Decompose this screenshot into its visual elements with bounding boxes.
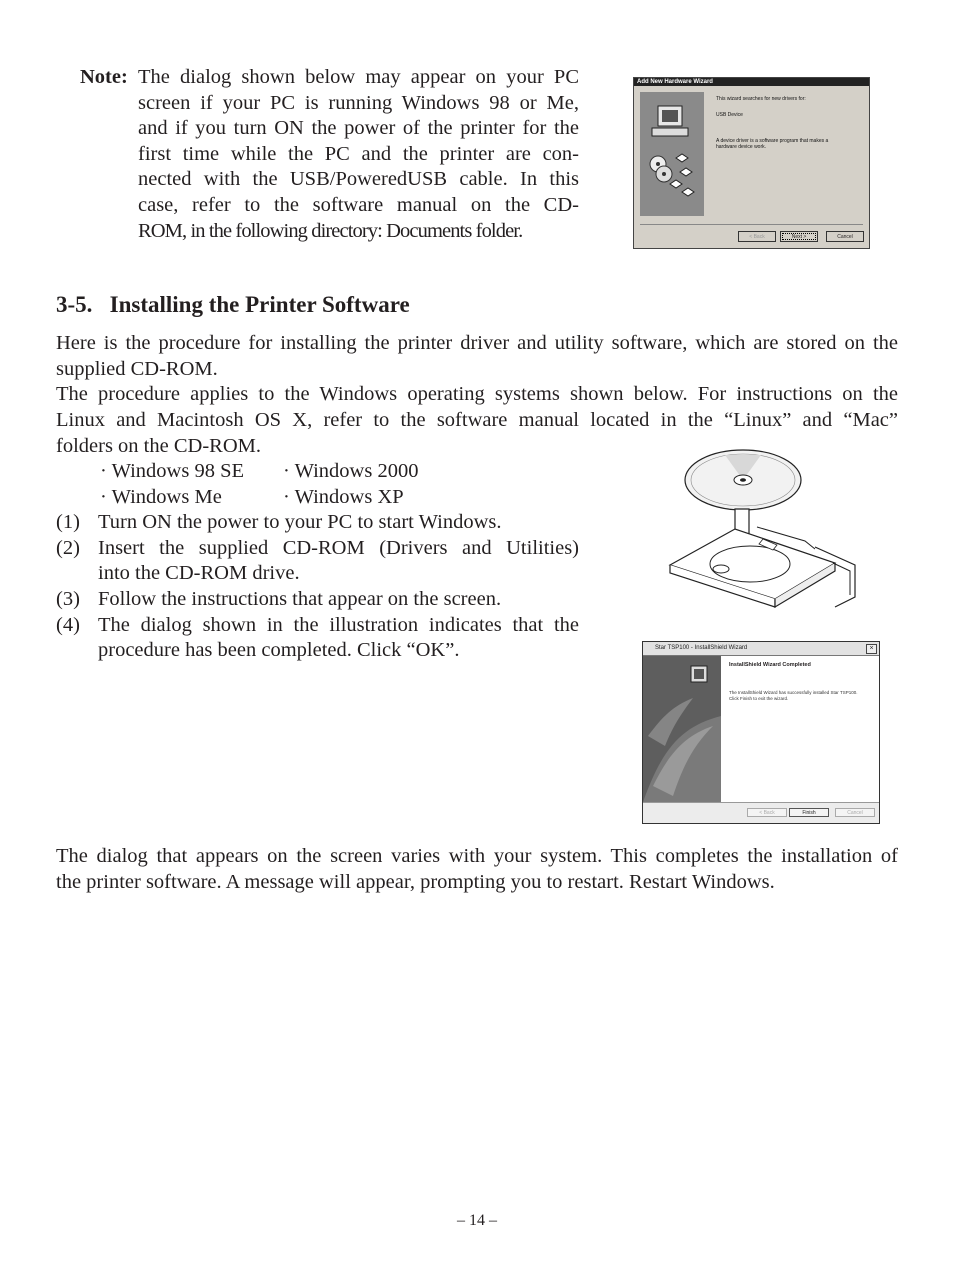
dialog-title: Add New Hardware Wizard	[634, 78, 869, 86]
step-line: Turn ON the power to your PC to start Windows.	[98, 511, 502, 534]
note-line: The dialog shown below may appear on your PC	[138, 66, 579, 88]
note-label: Note:	[80, 66, 128, 88]
step-line: The dialog shown in the illustration indicates that the	[98, 613, 579, 636]
paragraph-line: folders on the CD-ROM.	[56, 434, 261, 457]
cdrom-insert-illustration	[665, 447, 860, 619]
note-line: ROM, in the following directory: Documents folder.	[138, 219, 523, 242]
step-text	[98, 510, 579, 536]
note-line: screen if your PC is running Windows 98 or Me,	[138, 91, 579, 114]
cancel-button[interactable]: Cancel	[826, 231, 864, 242]
step-text	[98, 536, 579, 587]
next-button[interactable]: Next >	[780, 231, 818, 242]
dialog-title: Star TSP100 - InstallShield Wizard	[643, 642, 879, 656]
close-icon[interactable]: ×	[866, 644, 877, 654]
paragraph-line: Linux and Macintosh OS X, refer to the software manual located in the “Linux” and “Mac”	[56, 408, 898, 431]
paragraph-line: supplied CD-ROM.	[56, 357, 218, 380]
step-number: (4)	[56, 613, 80, 636]
dialog-body: Click Finish to exit the wizard.	[729, 696, 789, 701]
note-line: and if you turn ON the power of the printer for the	[138, 117, 579, 140]
hardware-wizard-dialog	[633, 77, 870, 249]
dialog-heading: InstallShield Wizard Completed	[729, 662, 811, 668]
divider	[640, 224, 863, 225]
finish-button[interactable]: Finish	[789, 808, 829, 817]
back-button[interactable]: < Back	[738, 231, 776, 242]
wizard-info: A device driver is a software program that makes a	[716, 138, 829, 144]
wizard-info: hardware device work.	[716, 144, 767, 150]
paragraph-line: Here is the procedure for installing the printer driver and utility software, which are stored on the	[56, 332, 898, 354]
step-line: procedure has been completed. Click “OK”.	[98, 639, 460, 662]
step-number: (3)	[56, 588, 80, 610]
step-text	[98, 613, 579, 664]
note-line: nected with the USB/PoweredUSB cable. In this	[138, 168, 579, 191]
step-line: into the CD-ROM drive.	[98, 562, 300, 585]
intro-paragraph	[56, 331, 898, 382]
page-number: – 14 –	[457, 1212, 497, 1229]
step-line: Insert the supplied CD-ROM (Drivers and Utilities)	[98, 536, 579, 559]
dialog-body: The InstallShield Wizard has successfully installed Star TSP100.	[729, 690, 858, 695]
wizard-side-art	[643, 656, 721, 802]
step-number: (1)	[56, 511, 80, 534]
device-name: USB Device	[716, 112, 743, 118]
closing-paragraph	[56, 844, 898, 895]
wizard-text: This wizard searches for new drivers for:	[716, 96, 806, 102]
step-line: Follow the instructions that appear on the screen.	[98, 588, 502, 610]
paragraph-line: The dialog that appears on the screen varies with your system. This completes the installation of	[56, 845, 898, 867]
wizard-illustration	[640, 92, 704, 216]
back-button[interactable]: < Back	[747, 808, 787, 817]
paragraph-line: the printer software. A message will appear, prompting you to restart. Restart Windows.	[56, 870, 775, 893]
step-text	[98, 587, 579, 613]
note-line: case, refer to the software manual on the CD-	[138, 194, 579, 216]
installshield-dialog	[642, 641, 880, 824]
os-item: · Windows 98 SE	[100, 460, 245, 482]
note-line: first time while the PC and the printer are con-	[138, 142, 579, 165]
paragraph-line: The procedure applies to the Windows operating systems shown below. For instructions on the	[56, 383, 898, 406]
os-item: · Windows 2000	[283, 460, 419, 482]
cancel-button[interactable]: Cancel	[835, 808, 875, 817]
section-heading: 3-5. Installing the Printer Software	[56, 292, 410, 317]
os-item: · Windows Me	[100, 485, 222, 508]
step-number: (2)	[56, 536, 80, 559]
os-item: · Windows XP	[283, 485, 404, 508]
